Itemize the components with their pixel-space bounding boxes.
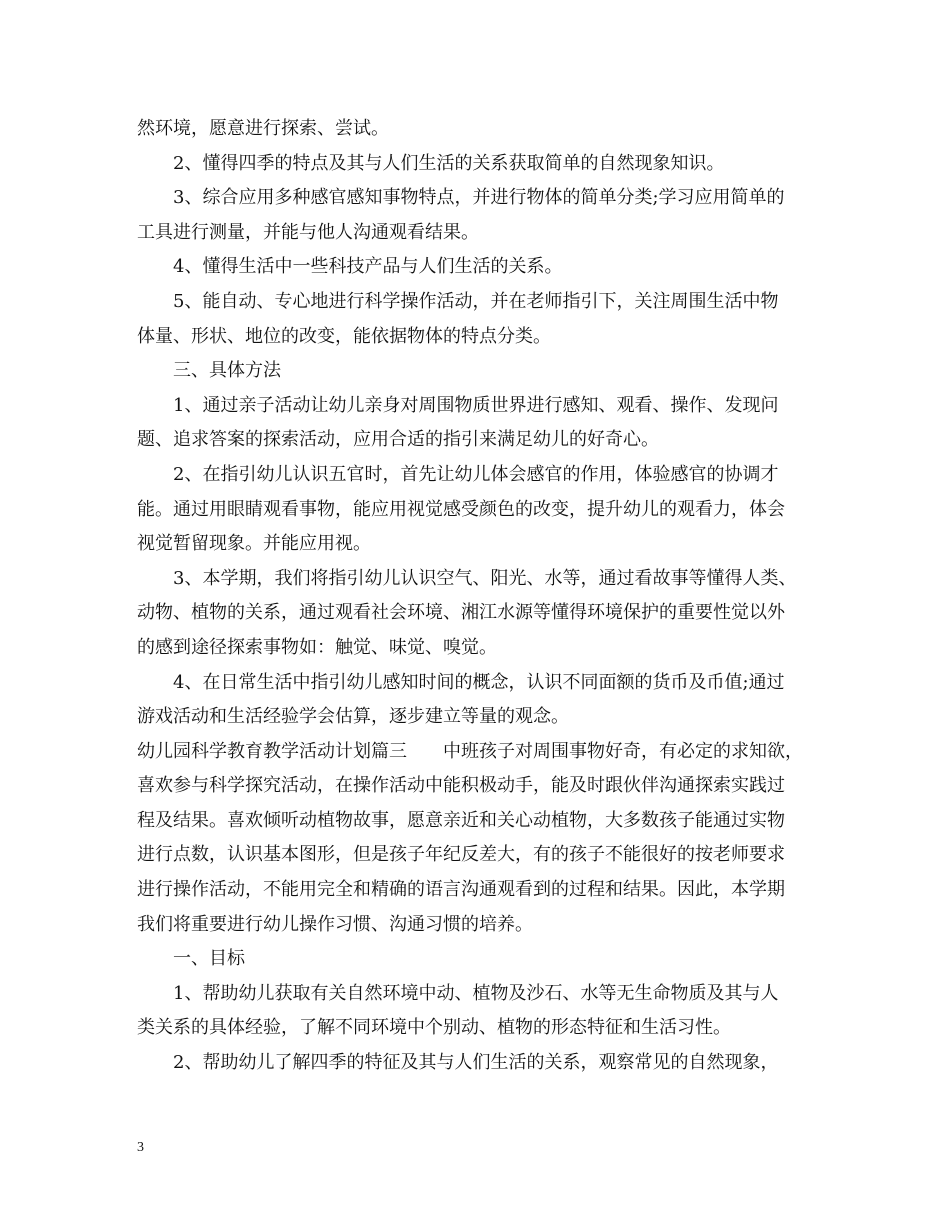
text-line: 一、目标 xyxy=(173,948,245,970)
text-line: 2、懂得四季的特点及其与人们生活的关系获取简单的自然现象知识。 xyxy=(173,152,725,174)
text-line: 视觉暂留现象。并能应用视。 xyxy=(137,533,371,555)
text-line: 我们将重要进行幼儿操作习惯、沟通习惯的培养。 xyxy=(137,913,533,935)
text-line: 然环境，愿意进行探索、尝试。 xyxy=(137,118,389,139)
text-line: 体量、形状、地位的改变，能依据物体的特点分类。 xyxy=(137,325,551,347)
text-line: 5、能自动、专心地进行科学操作活动，并在老师指引下，关注周围生活中物 xyxy=(173,290,779,312)
text-line: 1、通过亲子活动让幼儿亲身对周围物质世界进行感知、观看、操作、发现问 xyxy=(173,394,779,416)
text-line: 1、帮助幼儿获取有关自然环境中动、植物及沙石、水等无生命物质及其与人 xyxy=(173,982,779,1004)
text-line: 三、具体方法 xyxy=(173,360,281,382)
text-line: 题、追求答案的探索活动，应用合适的指引来满足幼儿的好奇心。 xyxy=(137,429,659,451)
text-line: 的感到途径探索事物如：触觉、味觉、嗅觉。 xyxy=(137,636,497,658)
text-line: 能。通过用眼睛观看事物，能应用视觉感受颜色的改变，提升幼儿的观看力，体会 xyxy=(137,498,785,520)
page-number: 3 xyxy=(137,1140,144,1155)
text-line: 喜欢参与科学探究活动，在操作活动中能积极动手，能及时跟伙伴沟通探索实践过 xyxy=(137,775,785,797)
text-line: 游戏活动和生活经验学会估算，逐步建立等量的观念。 xyxy=(137,706,569,728)
text-line: 3、综合应用多种感官感知事物特点，并进行物体的简单分类;学习应用简单的 xyxy=(173,187,785,209)
text-line: 2、在指引幼儿认识五官时，首先让幼儿体会感官的作用，体验感官的协调才 xyxy=(173,463,779,485)
text-line: 2、帮助幼儿了解四季的特征及其与人们生活的关系，观察常见的自然现象， xyxy=(173,1052,779,1074)
text-line: 幼儿园科学教育教学活动计划篇三 中班孩子对周围事物好奇，有必定的求知欲， xyxy=(137,740,803,762)
text-line: 类关系的具体经验，了解不同环境中个别动、植物的形态特征和生活习性。 xyxy=(137,1017,731,1039)
text-line: 程及结果。喜欢倾听动植物故事，愿意亲近和关心动植物，大多数孩子能通过实物 xyxy=(137,809,785,831)
body-text xyxy=(137,112,817,1081)
text-line: 4、在日常生活中指引幼儿感知时间的概念，认识不同面额的货币及币值;通过 xyxy=(173,671,785,693)
text-line: 4、懂得生活中一些科技产品与人们生活的关系。 xyxy=(173,256,563,278)
text-line: 进行操作活动，不能用完全和精确的语言沟通观看到的过程和结果。因此，本学期 xyxy=(137,879,785,901)
text-line: 动物、植物的关系，通过观看社会环境、湘江水源等懂得环境保护的重要性觉以外 xyxy=(137,602,785,624)
text-line: 进行点数，认识基本图形，但是孩子年纪反差大，有的孩子不能很好的按老师要求 xyxy=(137,844,785,866)
text-line: 工具进行测量，并能与他人沟通观看结果。 xyxy=(137,221,479,243)
text-line: 3、本学期，我们将指引幼儿认识空气、阳光、水等，通过看故事等懂得人类、 xyxy=(173,567,797,589)
